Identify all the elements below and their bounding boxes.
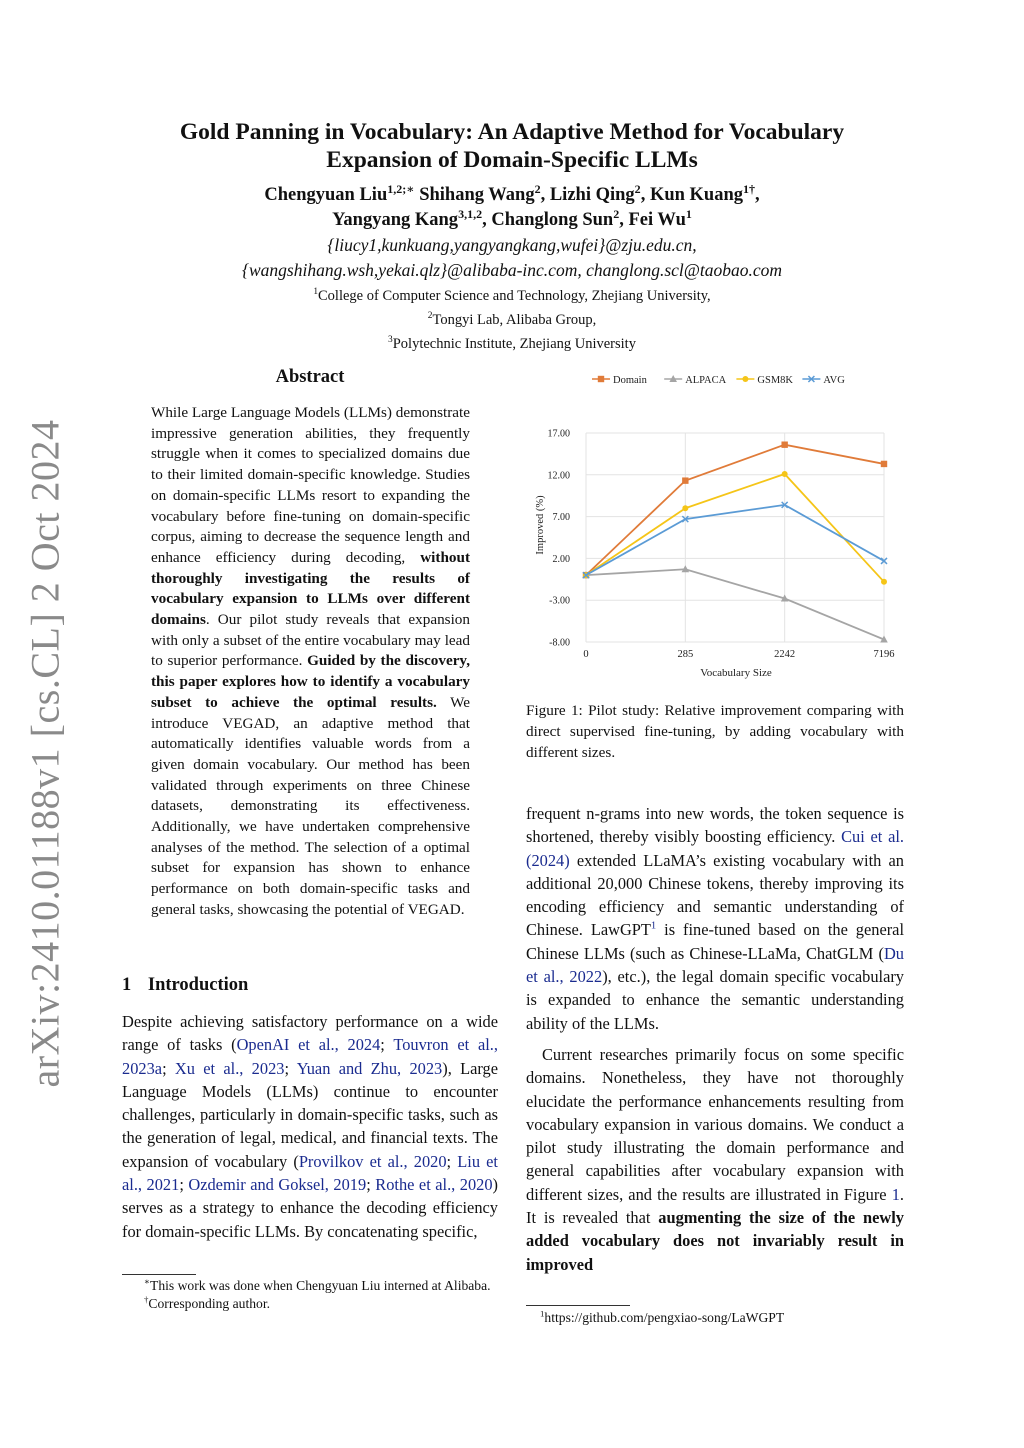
- author-name: Shihang Wang: [419, 185, 535, 205]
- citation-link[interactable]: Cui et al.: [841, 827, 904, 847]
- data-point: [782, 471, 788, 477]
- footnote-mark: †: [144, 1294, 149, 1305]
- abstract-body: [151, 403, 470, 921]
- footnote: [122, 1295, 498, 1313]
- author-affil-sup: 3,1,2: [458, 206, 483, 221]
- x-tick-label: 285: [677, 649, 694, 660]
- series-alpaca: [582, 565, 888, 642]
- y-tick-label: 17.00: [547, 428, 570, 440]
- series-gsm8k: [583, 471, 887, 585]
- email-line-1: {liucy1,kunkuang,yangyangkang,wufei}@zju.edu.cn,: [327, 235, 697, 255]
- legend-entry: [592, 375, 648, 386]
- y-axis-ticks: [548, 429, 571, 649]
- x-axis-label: Vocabulary Size: [700, 667, 772, 679]
- series-line: [586, 505, 884, 575]
- author-affil-sup: 2: [534, 181, 541, 196]
- data-point: [881, 579, 887, 585]
- citation-link[interactable]: Liu et al., 2021: [122, 1151, 498, 1195]
- author-affil-sup: 1: [685, 206, 692, 221]
- author-name: Yangyang Kang: [332, 210, 459, 230]
- legend-entry: [802, 375, 845, 386]
- affiliation-text: College of Computer Science and Technology, Zhejiang University,: [318, 288, 711, 304]
- footnote-mark: 1: [540, 1308, 545, 1319]
- paragraph: Current researches primarily focus on some specific domains. Nonetheless, they have not thoroughly elucidate the performance enhancements resulting from vocabulary expansion in various domains. We conduct a pilot study illustrating the domain performance and general capabilities after vocabulary expansion with different sizes, and the results are illustrated in Figure 1. It is revealed that augmenting the size of the newly added vocabulary does not invariably result in improved: [526, 1044, 904, 1274]
- arxiv-stamp: arXiv:2410.01188v1 [cs.CL] 2 Oct 2024: [22, 419, 68, 1088]
- citation-link[interactable]: Yuan and Zhu, 2023: [296, 1058, 443, 1078]
- citation-link[interactable]: OpenAI et al., 2024: [236, 1035, 381, 1055]
- y-tick-label: 2.00: [552, 553, 570, 565]
- right-column-body: [526, 802, 904, 1276]
- paragraph: frequent n-grams into new words, the token sequence is shortened, thereby visibly boosting efficiency. Cui et al. (2024) extended LLaMA’s existing vocabulary with an additional 20,000 Chinese tokens, thereby improving its encoding efficiency and semantic understanding of Chinese. LawGPT$^1$ is fine-tuned based on the general Chinese LLMs (such as Chinese-LLaMa, ChatGLM (Du et al., 2022), etc.), the legal domain specific vocabulary is expanded to enhance the semantic understanding ability of the LLMs.: [526, 804, 905, 1033]
- series-line: [586, 445, 884, 575]
- x-tick-label: 7196: [873, 649, 895, 660]
- affiliation-sup: 2: [427, 311, 433, 322]
- affiliations: [120, 284, 904, 356]
- citation-link[interactable]: Du et al., 2022: [526, 943, 904, 987]
- x-axis-ticks: [583, 649, 894, 660]
- affiliation: [120, 284, 904, 308]
- affiliation-sup: 1: [313, 287, 319, 298]
- chart-series: [582, 442, 888, 643]
- author-list: Chengyuan Liu$^{1,2;∗}$ Shihang Wang$^2$, Lizhi Qing$^2$, Kun Kuang$^{1\dagger}$, Yangyang Kang$^{3,1,2}$, Changlong Sun$^2$, Fei Wu$^1$: [264, 181, 760, 230]
- citation-link[interactable]: Xu et al., 2023: [174, 1058, 285, 1078]
- y-tick-label: -3.00: [549, 595, 570, 607]
- abstract-heading: Abstract: [275, 367, 345, 387]
- section-number: 1: [122, 975, 132, 995]
- y-tick-label: 12.00: [547, 470, 570, 482]
- data-point: [881, 461, 887, 467]
- email-line-2: {wangshihang.wsh,yekai.qlz}@alibaba-inc.com, changlong.scl@taobao.com: [241, 260, 783, 280]
- author-name: Changlong Sun: [491, 210, 614, 230]
- title-line-2: Expansion of Domain-Specific LLMs: [326, 147, 698, 173]
- citation-link[interactable]: Ozdemir and Goksel, 2019: [188, 1175, 367, 1195]
- author-name: Chengyuan Liu: [264, 185, 388, 205]
- series-avg: [583, 502, 887, 578]
- affiliation-text: Polytechnic Institute, Zhejiang University: [392, 336, 636, 352]
- chart-legend: [592, 375, 845, 386]
- footnote-ref[interactable]: 1: [650, 921, 657, 933]
- data-point: [781, 442, 787, 448]
- footnote-text: This work was done when Chengyuan Liu interned at Alibaba.: [150, 1278, 491, 1293]
- line-chart: [526, 365, 904, 685]
- y-axis-label: Improved (%): [535, 495, 546, 555]
- x-tick-label: 0: [583, 649, 589, 660]
- series-line: [586, 569, 884, 639]
- footnote-mark: ∗: [144, 1276, 151, 1287]
- citation-link[interactable]: Touvron et al., 2023a: [122, 1035, 499, 1078]
- affiliation-text: Tongyi Lab, Alibaba Group,: [432, 312, 597, 328]
- section-title: Introduction: [147, 975, 249, 995]
- citation-link[interactable]: Provilkov et al., 2020: [298, 1151, 447, 1171]
- affiliation: [120, 332, 904, 356]
- author-emails: [120, 233, 904, 283]
- author-name: Lizhi Qing: [549, 185, 635, 205]
- section-heading-introduction: [122, 975, 248, 996]
- series-domain: [583, 442, 887, 579]
- legend-label: ALPACA: [685, 375, 727, 386]
- footnote-url[interactable]: https://github.com/pengxiao-song/LaWGPT: [544, 1310, 785, 1325]
- footnote-rule: [526, 1305, 630, 1306]
- footnote: [122, 1277, 498, 1295]
- footnote-rule: [122, 1274, 196, 1275]
- x-tick-label: 2242: [774, 649, 796, 660]
- figure-ref-link[interactable]: 1: [891, 1184, 900, 1204]
- abstract-bold: without thoroughly investigating the results of vocabulary expansion to LLMs over different domains: [151, 548, 471, 629]
- author-affil-sup: 1†: [743, 181, 756, 196]
- author-affil-sup: 1,2: [387, 181, 403, 196]
- affiliation-sup: 3: [388, 335, 393, 346]
- chart-grid: [586, 433, 884, 642]
- y-tick-label: -8.00: [549, 637, 570, 649]
- data-point: [598, 376, 604, 382]
- title-line-1: Gold Panning in Vocabulary: An Adaptive Method for Vocabulary: [179, 119, 845, 145]
- author-name: Kun Kuang: [649, 185, 743, 205]
- abstract-bold: Guided by the discovery, this paper explores how to identify a vocabulary subset to achieve the optimal results.: [151, 652, 470, 711]
- abstract-text: . Our pilot study reveals that expansion with only a subset of the entire vocabulary may lead to superior performance.: [151, 611, 470, 670]
- legend-entry: [664, 375, 726, 386]
- introduction-body: Despite achieving satisfactory performance on a wide range of tasks (OpenAI et al., 2024; Touvron et al., 2023a; Xu et al., 2023; Yuan and Zhu, 2023), Large Language Models (LLMs) continue to encounter challenges, particularly in domain-specific tasks, such as the generation of legal, medical, and financial texts. The expansion of vocabulary (Provilkov et al., 2020; Liu et al., 2021; Ozdemir and Goksel, 2019; Rothe et al., 2020) serves as a strategy to enhance the decoding efficiency for domain-specific LLMs. By concatenating specific,: [122, 1012, 499, 1241]
- data-point: [682, 477, 688, 483]
- figure-caption: Figure 1: Pilot study: Relative improvement comparing with direct supervised fine-tuning, by adding vocabulary with different sizes.: [526, 702, 904, 761]
- footnote: [540, 1310, 784, 1326]
- abstract-text: While Large Language Models (LLMs) demonstrate impressive generation abilities, they frequently struggle when it comes to specialized domains due to their limited domain-specific knowledge. Studies on domain-specific LLMs resort to expanding the vocabulary before fine-tuning on domain-specific corpus, aiming to decrease the sequence length and enhance efficiency during decoding,: [151, 404, 470, 566]
- bold-text: augmenting the size of the newly added vocabulary does not invariably result in improved: [526, 1208, 904, 1274]
- author-note-mark: ∗: [406, 181, 415, 196]
- paper-title: [120, 118, 904, 174]
- legend-label: AVG: [823, 375, 845, 386]
- y-tick-label: 7.00: [552, 512, 570, 524]
- legend-label: GSM8K: [757, 375, 793, 386]
- data-point: [682, 505, 688, 511]
- footnotes: [122, 1277, 498, 1313]
- citation-link[interactable]: Rothe et al., 2020: [375, 1175, 493, 1195]
- author-name: Fei Wu: [628, 210, 686, 230]
- data-point: [742, 376, 748, 382]
- author-affil-sup: 2: [634, 181, 641, 196]
- series-line: [586, 474, 884, 582]
- footnote-text: Corresponding author.: [148, 1296, 270, 1311]
- legend-label: Domain: [613, 375, 647, 386]
- affiliation: [120, 308, 904, 332]
- abstract-text: We introduce VEGAD, an adaptive method that automatically identifies valuable words from a given domain vocabulary. Our method has been validated through experiments on three Chinese datasets, demonstrating its effectiveness. Additionally, we have undertaken comprehensive analyses of the method. The selection of a optimal subset for expansion has shown to enhance performance on both domain-specific tasks and general tasks, showcasing the potential of VEGAD.: [151, 693, 470, 918]
- author-affil-sup: 2: [613, 206, 620, 221]
- legend-entry: [736, 375, 793, 386]
- citation-link[interactable]: (2024): [526, 850, 570, 870]
